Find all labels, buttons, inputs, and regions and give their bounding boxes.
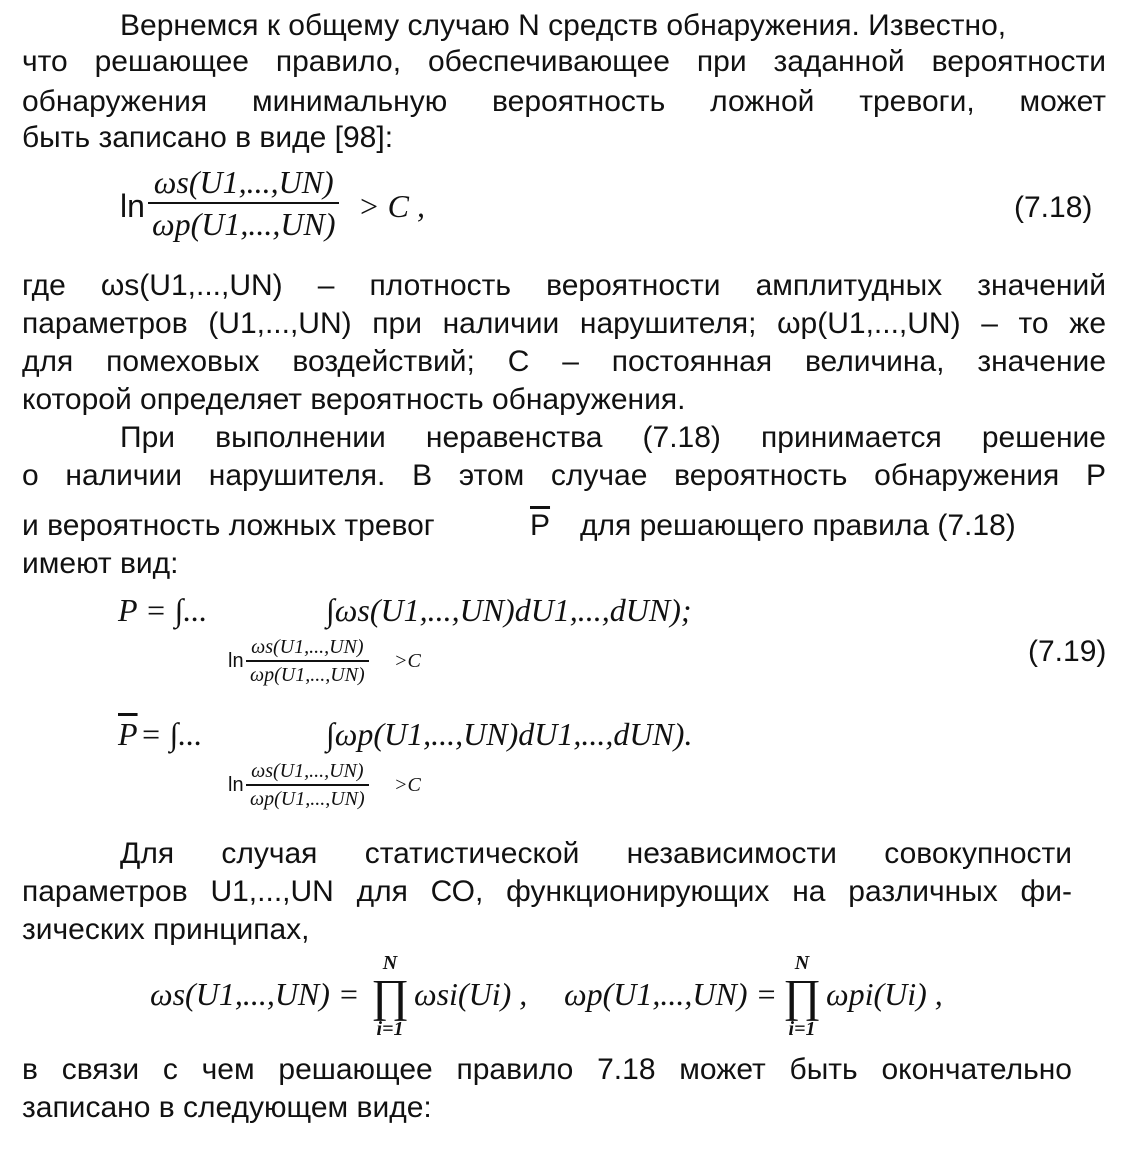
eq719-pbar-cond-ln: ln: [228, 774, 244, 796]
paragraph-2-line-2: параметров (U1,...,UN) при наличии нарушителя; ωp(U1,...,UN) – то же: [22, 307, 1106, 340]
paragraph-3-line-4: имеют вид:: [22, 547, 179, 580]
paragraph-4-line-3: зических принципах,: [22, 913, 310, 946]
paragraph-1-line-3: обнаружения минимальную вероятность ложной тревоги, может: [22, 85, 1106, 118]
paragraph-3-line-1: При выполнении неравенства (7.18) принимается решение: [120, 421, 1106, 454]
eq-prod-right-product: [780, 952, 824, 1040]
paragraph-5-line-2: записано в следующем виде:: [22, 1091, 432, 1124]
eq719-pbar-eq: = ∫...: [140, 716, 203, 752]
eq719-pbar-cond-fraction: [246, 760, 369, 810]
eq-prod-left-lhs: ωs(U1,...,UN) =: [150, 976, 360, 1012]
eq-prod-right-rhs: ωpi(Ui) ,: [826, 976, 943, 1012]
eq718-numerator: ωs(U1,...,UN): [148, 164, 339, 204]
eq719-pbar-cond-denominator: ωp(U1,...,UN): [250, 788, 365, 810]
eq719-p-cond-rhs: >C: [394, 650, 421, 672]
eq719-pbar: $\overline{P}$: [118, 716, 138, 752]
eq719-p-cond-fraction: [246, 636, 369, 686]
eq-prod-left-lower: i=1: [376, 1018, 404, 1040]
eq718-number: (7.18): [1014, 191, 1093, 224]
paragraph-2-line-1: где ωs(U1,...,UN) – плотность вероятности амплитудных значений: [22, 269, 1106, 302]
eq718-rhs: > C ,: [358, 188, 425, 224]
paragraph-1-line-1: Вернемся к общему случаю N средств обнаружения. Известно,: [120, 9, 1007, 42]
eq-prod-right-lhs: ωp(U1,...,UN) =: [564, 976, 778, 1012]
paragraph-4-line-2: параметров U1,...,UN для СО, функционирующих на различных фи-: [22, 875, 1072, 908]
paragraph-3-line-3b: для решающего правила (7.18): [580, 509, 1016, 542]
eq718-ln: ln: [120, 188, 145, 224]
eq718-denominator: ωp(U1,...,UN): [152, 206, 336, 242]
paragraph-2-line-3: для помеховых воздействий; С – постоянная величина, значение: [22, 345, 1106, 378]
paragraph-5-line-1: в связи с чем решающее правило 7.18 может быть окончательно: [22, 1053, 1072, 1086]
paragraph-1-line-4: быть записано в виде [98]:: [22, 121, 394, 154]
paragraph-4-line-1: Для случая статистической независимости совокупности: [120, 837, 1072, 870]
product-symbol-icon: ∏: [371, 970, 409, 1021]
eq-prod-left-product: [368, 952, 412, 1040]
eq719-p-cond-denominator: ωp(U1,...,UN): [250, 664, 365, 686]
paragraph-3-line-3a: и вероятность ложных тревог: [22, 509, 435, 542]
eq719-p-lhs: P = ∫...: [118, 592, 208, 628]
eq719-p-rhs: ∫ωs(U1,...,UN)dU1,...,dUN);: [326, 592, 692, 628]
eq718-fraction: [148, 164, 339, 242]
paragraph-1-line-2: что решающее правило, обеспечивающее при заданной вероятности: [22, 45, 1106, 78]
eq719-p-cond-ln: ln: [228, 650, 244, 672]
paragraph-3-line-2: о наличии нарушителя. В этом случае вероятность обнаружения Р: [22, 459, 1106, 492]
eq719-pbar-cond-rhs: >C: [394, 774, 421, 796]
eq719-pbar-cond-numerator: ωs(U1,...,UN): [246, 760, 369, 786]
eq-prod-left-upper: N: [382, 952, 398, 974]
eq719-number: (7.19): [1028, 635, 1107, 668]
eq719-p-cond-numerator: ωs(U1,...,UN): [246, 636, 369, 662]
product-symbol-icon: ∏: [783, 970, 821, 1021]
eq719-pbar-rhs: ∫ωp(U1,...,UN)dU1,...,dUN).: [326, 716, 693, 752]
eq-prod-right-lower: i=1: [788, 1018, 816, 1040]
eq-prod-right-upper: N: [794, 952, 810, 974]
eq-prod-left-rhs: ωsi(Ui) ,: [414, 976, 528, 1012]
paragraph-3-pbar: Р: [530, 509, 551, 542]
paragraph-2-line-4: которой определяет вероятность обнаружения.: [22, 383, 686, 416]
